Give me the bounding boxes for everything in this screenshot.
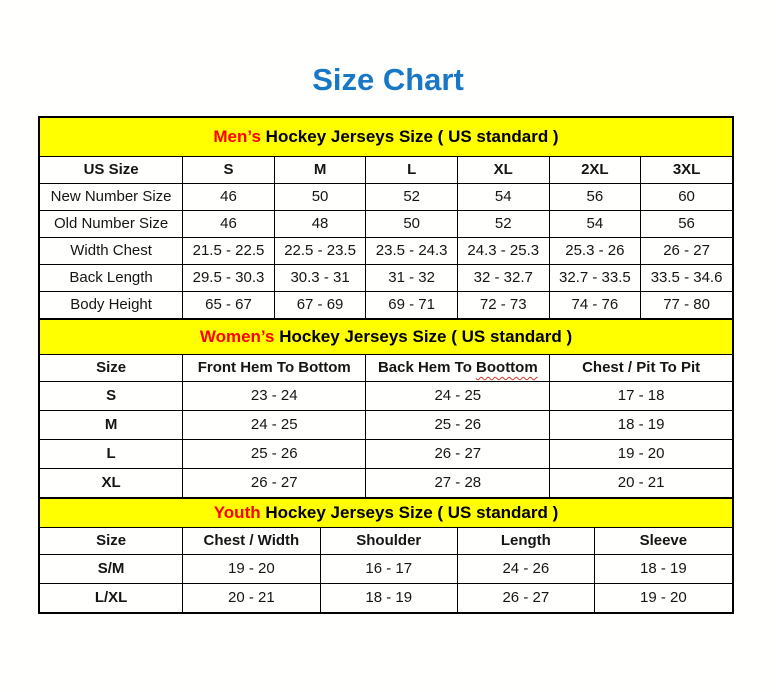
data-cell: 77 - 80: [641, 292, 733, 320]
column-header-label: Size: [96, 359, 127, 376]
data-cell: 19 - 20: [594, 584, 733, 614]
mens-table-row: [39, 238, 733, 265]
data-cell: 65 - 67: [183, 292, 275, 320]
data-cell: 24 - 25: [183, 411, 366, 440]
mens-table-row: [39, 265, 733, 292]
youth-table-row: [39, 584, 733, 614]
column-header-label: XL: [493, 161, 513, 178]
data-cell: 27 - 28: [366, 469, 550, 499]
column-header-label: Size: [96, 532, 127, 549]
column-header-label: Sleeve: [639, 532, 688, 549]
youth-section-title-text: Hockey Jerseys Size ( US standard ): [265, 503, 559, 522]
mens-section-title-text: Hockey Jerseys Size ( US standard ): [265, 127, 559, 146]
mens-section-accent: Men’s: [213, 127, 261, 146]
mens-table-row: [39, 211, 733, 238]
mens-column-header: [183, 157, 275, 184]
data-cell: 25 - 26: [183, 440, 366, 469]
data-cell: 16 - 17: [320, 555, 457, 584]
mens-size-table: [38, 116, 734, 320]
womens-column-header: [366, 355, 550, 382]
data-cell: 54: [457, 184, 549, 211]
row-label: S/M: [39, 555, 183, 584]
womens-size-table: [38, 318, 734, 499]
mens-section-header: [39, 117, 733, 157]
womens-section-header: [39, 319, 733, 355]
data-cell: 67 - 69: [274, 292, 366, 320]
data-cell: 24 - 26: [457, 555, 594, 584]
data-cell: 26 - 27: [641, 238, 733, 265]
column-header-label: Length: [500, 532, 551, 549]
data-cell: 56: [549, 184, 641, 211]
row-label: Old Number Size: [39, 211, 183, 238]
data-cell: 26 - 27: [457, 584, 594, 614]
data-cell: 19 - 20: [550, 440, 733, 469]
data-cell: 20 - 21: [183, 584, 320, 614]
youth-table-row: [39, 555, 733, 584]
data-cell: 21.5 - 22.5: [183, 238, 275, 265]
data-cell: 17 - 18: [550, 382, 733, 411]
youth-column-header: [594, 528, 733, 555]
data-cell: 19 - 20: [183, 555, 320, 584]
row-label: XL: [39, 469, 183, 499]
womens-section-accent: Women’s: [199, 327, 275, 346]
row-label: S: [39, 382, 183, 411]
data-cell: 20 - 21: [550, 469, 733, 499]
data-cell: 69 - 71: [366, 292, 458, 320]
row-label: L/XL: [39, 584, 183, 614]
womens-column-header: [39, 355, 183, 382]
column-header-label: Front Hem To Bottom: [197, 359, 351, 376]
data-cell: 32.7 - 33.5: [549, 265, 641, 292]
data-cell: 54: [549, 211, 641, 238]
womens-table-row: [39, 440, 733, 469]
row-label: M: [39, 411, 183, 440]
mens-column-header: [549, 157, 641, 184]
row-label: New Number Size: [39, 184, 183, 211]
row-label: Width Chest: [39, 238, 183, 265]
column-header-label: Chest / Pit To Pit: [582, 359, 701, 376]
womens-table-row: [39, 411, 733, 440]
data-cell: 18 - 19: [320, 584, 457, 614]
data-cell: 52: [366, 184, 458, 211]
data-cell: 18 - 19: [594, 555, 733, 584]
column-header-label: Shoulder: [356, 532, 422, 549]
data-cell: 50: [274, 184, 366, 211]
mens-column-header: [366, 157, 458, 184]
data-cell: 31 - 32: [366, 265, 458, 292]
data-cell: 18 - 19: [550, 411, 733, 440]
row-label: Back Length: [39, 265, 183, 292]
data-cell: 29.5 - 30.3: [183, 265, 275, 292]
page-title: Size Chart: [312, 62, 464, 97]
data-cell: 48: [274, 211, 366, 238]
data-cell: 60: [641, 184, 733, 211]
mens-column-header: [641, 157, 733, 184]
data-cell: 74 - 76: [549, 292, 641, 320]
column-header-label: M: [313, 161, 327, 178]
womens-table-row: [39, 469, 733, 499]
column-header-label: US Size: [83, 161, 139, 178]
womens-section-title-text: Hockey Jerseys Size ( US standard ): [279, 327, 573, 346]
data-cell: 23 - 24: [183, 382, 366, 411]
mens-column-header: [457, 157, 549, 184]
data-cell: 56: [641, 211, 733, 238]
data-cell: 46: [183, 211, 275, 238]
data-cell: 23.5 - 24.3: [366, 238, 458, 265]
data-cell: 33.5 - 34.6: [641, 265, 733, 292]
youth-column-header: [183, 528, 320, 555]
column-header-label: Back Hem To: [377, 359, 472, 376]
data-cell: 25.3 - 26: [549, 238, 641, 265]
data-cell: 26 - 27: [183, 469, 366, 499]
data-cell: 30.3 - 31: [274, 265, 366, 292]
size-tables-container: [38, 116, 734, 614]
youth-section-header: [39, 498, 733, 528]
data-cell: 24 - 25: [366, 382, 550, 411]
column-header-label: L: [407, 161, 417, 178]
mens-column-header: [274, 157, 366, 184]
youth-section-accent: Youth: [213, 503, 261, 522]
data-cell: 72 - 73: [457, 292, 549, 320]
data-cell: 52: [457, 211, 549, 238]
column-header-label: S: [223, 161, 234, 178]
column-header-label: Chest / Width: [203, 532, 300, 549]
youth-column-header: [320, 528, 457, 555]
row-label: Body Height: [39, 292, 183, 320]
row-label: L: [39, 440, 183, 469]
youth-column-header: [39, 528, 183, 555]
youth-size-table: [38, 497, 734, 614]
data-cell: 25 - 26: [366, 411, 550, 440]
data-cell: 24.3 - 25.3: [457, 238, 549, 265]
misspelled-word: Boottom: [476, 359, 538, 376]
data-cell: 22.5 - 23.5: [274, 238, 366, 265]
mens-table-row: [39, 292, 733, 320]
column-header-label: 2XL: [581, 161, 609, 178]
data-cell: 50: [366, 211, 458, 238]
data-cell: 46: [183, 184, 275, 211]
data-cell: 32 - 32.7: [457, 265, 549, 292]
mens-column-header: [39, 157, 183, 184]
womens-table-row: [39, 382, 733, 411]
mens-table-row: [39, 184, 733, 211]
column-header-label: 3XL: [672, 161, 701, 178]
data-cell: 26 - 27: [366, 440, 550, 469]
womens-column-header: [183, 355, 366, 382]
youth-column-header: [457, 528, 594, 555]
womens-column-header: [550, 355, 733, 382]
